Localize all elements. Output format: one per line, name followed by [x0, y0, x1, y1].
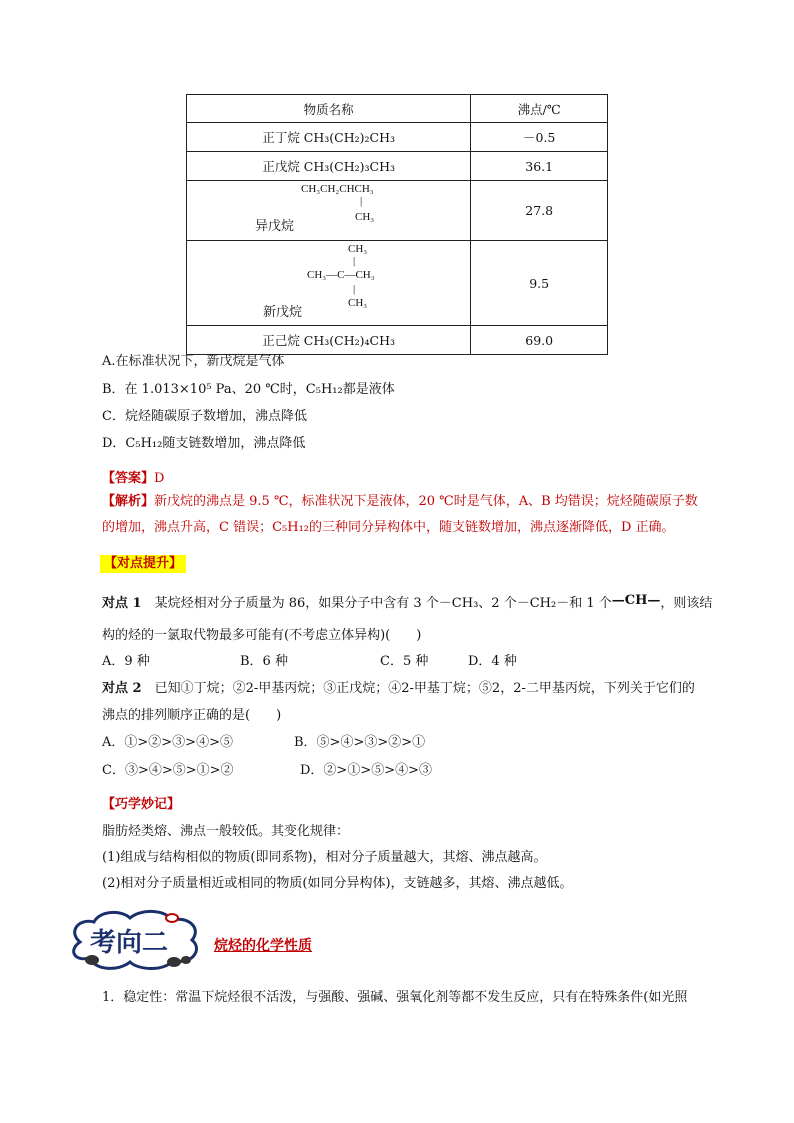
- option-b: B．在 1.013×10⁵ Pa、20 ℃时，C₅H₁₂都是液体: [102, 382, 395, 397]
- row-name-structure: [187, 181, 471, 241]
- option-a: A.在标准状况下，新戊烷是气体: [102, 354, 285, 369]
- question-label: 对点 2: [102, 681, 142, 696]
- tip-point-1: (1)组成与结构相似的物质(即同系物)，相对分子质量越大，其熔、沸点越高。: [102, 850, 547, 865]
- analysis-label: 【解析】: [102, 494, 155, 509]
- row-name: 正己烷 CH₃(CH₂)₄CH₃: [187, 326, 471, 355]
- row-value: 69.0: [471, 326, 608, 355]
- answer-label: 【答案】: [102, 471, 155, 486]
- question-1-line-2: 构的烃的一氯取代物最多可能有(不考虑立体异构)( ): [102, 628, 422, 643]
- choice-a: A．9 种: [102, 654, 150, 669]
- question-text-cont: ，则该结: [660, 596, 713, 611]
- tip-intro: 脂肪烃类熔、沸点一般较低。其变化规律：: [102, 824, 350, 839]
- choice-d: D．4 种: [468, 654, 517, 669]
- question-text: 某烷烃相对分子质量为 86，如果分子中含有 3 个－CH₃、2 个－CH₂－和 1 个: [154, 596, 612, 611]
- row-value: 27.8: [471, 181, 608, 241]
- bond-line: |: [353, 283, 356, 295]
- neopentane-middle: CH₃—C—CH₃: [307, 269, 375, 281]
- tip-point-2: (2)相对分子质量相近或相同的物质(如同分异构体)，支链越多，其熔、沸点越低。: [102, 876, 573, 891]
- neopentane-top: CH₃: [348, 243, 368, 255]
- ch-group: —CH—: [611, 593, 661, 608]
- choice-c: C．5 种: [380, 654, 429, 669]
- isopentane-main-chain: CH₃CH₂CHCH₃: [301, 183, 374, 195]
- isopentane-branch: CH₃: [355, 211, 375, 223]
- row-name: 正丁烷 CH₃(CH₂)₂CH₃: [187, 123, 471, 152]
- neopentane-bottom: CH₃: [348, 297, 368, 309]
- analysis-text: 新戊烷的沸点是 9.5 ℃，标准状况下是液体，20 ℃时是气体，A、B 均错误；烷烃随碳原子数的增加，沸点升高，C 错误；C₅H₁₂的三种同分异构体中，随支链数增加，沸点逐渐降低，D 正确。: [102, 494, 698, 535]
- row-name: 新戊烷: [263, 305, 303, 320]
- choice-a: A．①>②>③>④>⑤: [102, 735, 233, 750]
- analysis: [102, 489, 702, 541]
- bond-line: |: [353, 255, 356, 267]
- option-d: D．C₅H₁₂随支链数增加，沸点降低: [102, 436, 306, 451]
- bond-line: |: [360, 195, 363, 207]
- section-title: 烷烃的化学性质: [214, 938, 312, 954]
- question-2: [102, 679, 695, 699]
- answer: [102, 469, 164, 489]
- tip-label: 【巧学妙记】: [102, 797, 181, 812]
- badge-text: 考向二: [90, 928, 169, 958]
- question-1: [102, 594, 712, 614]
- table-row: [187, 123, 608, 152]
- option-c: C．烷烃随碳原子数增加，沸点降低: [102, 409, 307, 424]
- question-text: 已知①丁烷；②2-甲基丙烷；③正戊烷；④2-甲基丁烷；⑤2，2-二甲基丙烷，下列关于它们的: [154, 681, 695, 696]
- row-value: 36.1: [471, 152, 608, 181]
- table-row: [187, 241, 608, 326]
- question-2-line-2: 沸点的排列顺序正确的是( ): [102, 708, 282, 723]
- choice-d: D．②>①>⑤>④>③: [300, 763, 432, 778]
- row-name: 异戊烷: [255, 219, 295, 234]
- row-name: 正戊烷 CH₃(CH₂)₃CH₃: [187, 152, 471, 181]
- choice-b: B．⑤>④>③>②>①: [294, 735, 426, 750]
- table-row: [187, 326, 608, 355]
- row-value: －0.5: [471, 123, 608, 152]
- section-badge: [68, 908, 208, 974]
- practice-tag: 【对点提升】: [100, 555, 186, 573]
- choice-b: B．6 种: [240, 654, 288, 669]
- table-row: [187, 181, 608, 241]
- choice-c: C．③>④>⑤>①>②: [102, 763, 234, 778]
- row-name-structure: [187, 241, 471, 326]
- point-1: 1．稳定性：常温下烷烃很不活泼，与强酸、强碱、强氧化剂等都不发生反应，只有在特殊条件(如光照: [102, 990, 688, 1005]
- row-value: 9.5: [471, 241, 608, 326]
- answer-value: D: [154, 471, 165, 486]
- table-header-value: 沸点/℃: [471, 95, 608, 123]
- table-header-name: 物质名称: [187, 95, 471, 123]
- table-row: [187, 152, 608, 181]
- question-label: 对点 1: [102, 596, 142, 611]
- boiling-point-table: [186, 94, 608, 355]
